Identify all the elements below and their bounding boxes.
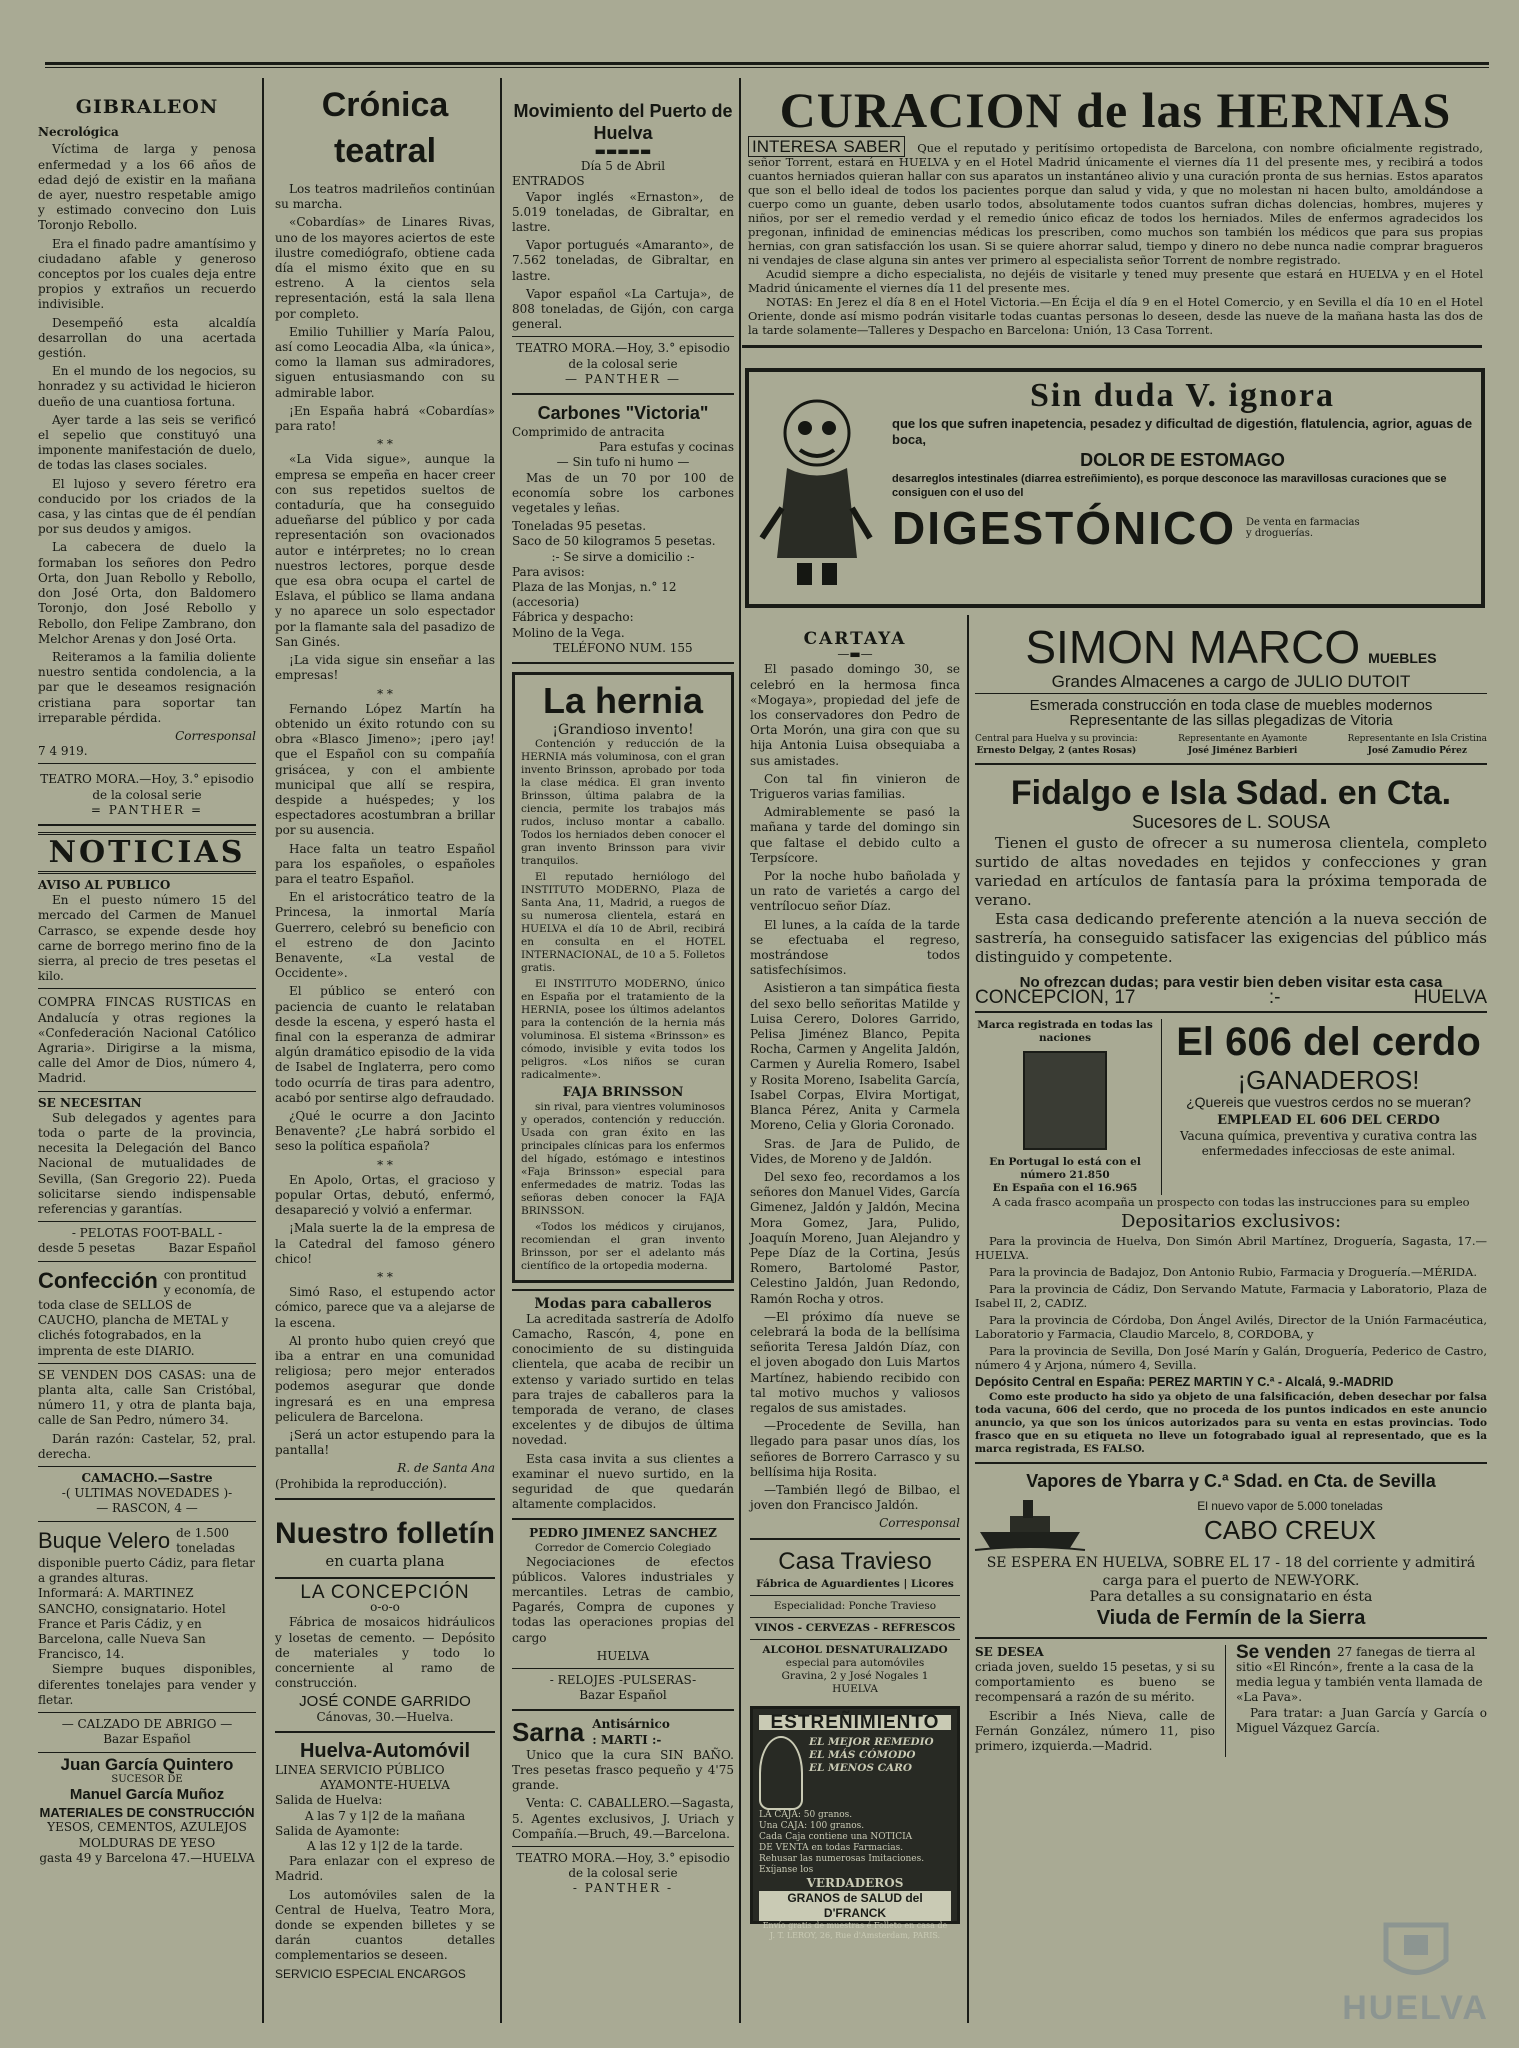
puerto-date: Día 5 de Abril xyxy=(580,159,666,174)
puerto-title: Movimiento del Puerto de Huelva xyxy=(513,101,733,143)
carbones-line: — Sin tufo ni humo — xyxy=(556,455,690,470)
paragraph: El reputado herniólogo del INSTITUTO MODERNO, Plaza de Santa Ana, 11, Madrid, a ruegos de su numerosa clientela, estará en HUELVA el día 10 de Abril, recibirá en consulta en el HOTEL INTERNACIONAL, de 10 a 5. Folletos gratis. xyxy=(521,871,725,975)
desea-title: SE DESEA xyxy=(975,1644,1044,1659)
carbones-line: Molino de la Vega. xyxy=(512,625,625,640)
venden-text: 27 fanegas de tierra al sitio «El Rincón», frente a la casa de la media legua y también venta llamada de «La Pava». xyxy=(1236,1644,1483,1705)
depositario: Para la provincia de Sevilla, Don José Marín y Galán, Droguería, Pederico de Castro, número 4 y Arjona, número 4, Sevilla. xyxy=(975,1344,1487,1373)
relojes-line: - RELOJES -PULSERAS- xyxy=(549,1672,697,1687)
ybarra-detalles: Para detalles a su consignatario en ésta xyxy=(1089,1588,1373,1605)
gibraleon-body xyxy=(38,142,256,726)
cerdo-central: Depósito Central en España: PEREZ MARTIN Y C.ª - Alcalá, 9.-MADRID xyxy=(975,1375,1394,1390)
cerdo-question: ¿Quereis que vuestros cerdos no se mueran? xyxy=(1186,1094,1471,1111)
concepcion-title: LA CONCEPCIÓN xyxy=(300,1582,470,1604)
buque-title: Buque Velero xyxy=(38,1528,171,1554)
pedro-text: Negociaciones de efectos públicos. Valores industriales y mercantiles. Letras de cambio, Pagarés, Compra de cupones y todas las operaciones propias del cargo xyxy=(512,1554,734,1645)
venden-title: Se venden xyxy=(1236,1641,1332,1663)
teatro-line: de la colosal serie xyxy=(568,1866,678,1881)
pelotas-price: desde 5 pesetas xyxy=(38,1241,136,1256)
teatro-line: — PANTHER — xyxy=(564,371,682,386)
carbones-line: Saco de 50 kilogramos 5 pesetas. xyxy=(512,534,716,549)
cerdo-vacuna: Vacuna química, preventiva y curativa contra las enfermedades infecciosas de este animal. xyxy=(1179,1128,1478,1158)
estrenimiento-slogans xyxy=(809,1736,934,1810)
paragraph: Admirablemente se pasó la mañana y tarde del domingo sin que faltase el debido culto a Terpsícore. xyxy=(750,805,960,865)
hernias-title: CURACION de las HERNIAS xyxy=(779,82,1452,138)
paragraph: «La Vida sigue», aunque la empresa se empeña en hacer creer con sus repetidos sueltos de contaduría, que ha conseguido adueñarse del público y por cada representación son ovacionados autor e intérpretes; no lo crean nuestros lectores, porque desde que esa obra ocupa el cartel de Eslava, el público se llama andana y no aparece un solo espectador por la flamante sala del pasadizo de San Ginés. xyxy=(275,452,495,649)
noticias-title: NOTICIAS xyxy=(38,832,256,874)
ybarra-sub: El nuevo vapor de 5.000 toneladas xyxy=(1197,1499,1383,1514)
sarna-marti: : MARTI :- xyxy=(592,1732,662,1747)
calzado-bazar: Bazar Español xyxy=(103,1732,191,1747)
auto-salida: Salida de Huelva: xyxy=(275,1793,383,1808)
travieso-title: Casa Travieso xyxy=(778,1547,932,1575)
ship-icon xyxy=(975,1492,1085,1554)
simon-rep-col xyxy=(1348,733,1487,757)
paragraph: El lunes, a la caída de la tarde se efectuaba el regreso, mostrándose todos satisfechísimos. xyxy=(750,917,960,978)
pelotas-line: - PELOTAS FOOT-BALL - xyxy=(71,1226,223,1241)
hernias-notas: NOTAS: En Jerez el día 8 en el Hotel Victoria.—En Écija el día 9 en el Hotel Comercio, y en Sevilla el día 10 en el Hotel Oriente, donde así mismo podrán visitarle todas cuantas personas lo deseen, desde las nueve de la mañana hasta las dos de la tarde solamente—Talleres y Despacho en Barcelona: Unión, 13 Casa Torrent. xyxy=(748,295,1483,337)
carbones-line: Plaza de las Monjas, n.° 12 (accesoria) xyxy=(512,580,677,610)
paragraph: ¡La vida sigue sin enseñar a las empresas! xyxy=(275,653,495,683)
paragraph: —También llegó de Bilbao, el joven don Francisco Jaldón. xyxy=(750,1482,960,1513)
separator-icon: ▬▬▬▬▬ xyxy=(594,144,652,158)
paragraph: ¡Será un actor estupendo para la pantalla! xyxy=(275,1428,495,1458)
faja-title: FAJA BRINSSON xyxy=(562,1085,684,1101)
divider xyxy=(1225,1645,1226,1757)
confeccion-ad xyxy=(38,1268,256,1359)
ybarra-text: SE ESPERA EN HUELVA, SOBRE EL 17 - 18 del corriente y admitirá carga para el puerto de NEW-YORK. xyxy=(986,1554,1476,1589)
crest-icon xyxy=(1366,1915,1466,1985)
paragraph: Vapor español «La Cartuja», de 808 toneladas, de Gijón, con carga general. xyxy=(512,286,734,332)
cerdo-portugal: En Portugal lo está con el número 21.850 xyxy=(989,1156,1141,1182)
paragraph: Los teatros madrileños continúan su marcha. xyxy=(275,182,495,212)
teatro-line: de la colosal serie xyxy=(92,787,202,802)
bottom-classifieds xyxy=(975,1641,1487,1757)
cerdo-espana: En España con el 16.965 xyxy=(992,1182,1138,1195)
hernias-ad xyxy=(748,80,1483,337)
necesitan-head: SE NECESITAN xyxy=(38,1095,142,1110)
slogan: EL MENOS CARO xyxy=(809,1761,913,1774)
bazar-name: Bazar Español xyxy=(168,1241,256,1256)
cerdo-title: El 606 del cerdo xyxy=(1176,1020,1481,1065)
desea-ad xyxy=(975,1645,1215,1757)
depositario: Para la provincia de Cádiz, Don Servando Matute, Farmacia y Laboratorio, Plaza de Isabel II, 2, CADIZ. xyxy=(975,1282,1487,1311)
paragraph: Era el finado padre amantísimo y ciudadano afable y generoso conceptos por los cuales deja entre propios y extraños un recuerdo indivisible. xyxy=(38,236,256,312)
depositario: Para la provincia de Córdoba, Don Ángel Avilés, Director de la Unión Farmacéutica, Laboratorio y Farmacia, Claudio Marcelo, 8, CORDOBA, y xyxy=(975,1313,1487,1342)
estrenimiento-row xyxy=(759,1736,951,1810)
venden-tratar: Para tratar: a Juan García y García o Miguel Vázquez García. xyxy=(1236,1705,1487,1735)
venden-ad xyxy=(1236,1641,1487,1757)
auto-servicio: SERVICIO ESPECIAL ENCARGOS xyxy=(275,1966,466,1981)
buque-text: disponible puerto Cádiz, para fletar a grandes alturas. xyxy=(38,1556,255,1586)
watermark-text: HUELVA xyxy=(1342,1989,1489,2027)
gibraleon-subhead: Necrológica xyxy=(38,125,119,140)
simon-rep-col xyxy=(975,733,1138,757)
buque-info: Informará: A. MARTINEZ SANCHO, consignatario. Hotel France et Paris Cádiz, y en Barcelona, calle Nueva San Francisco, 14. xyxy=(38,1586,226,1662)
signature: R. de Santa Ana xyxy=(397,1461,495,1476)
sarna-head xyxy=(512,1717,734,1747)
carbones-tel: TELÉFONO NUM. 155 xyxy=(553,640,693,655)
buque-head xyxy=(38,1526,256,1556)
ybarra-title: Vapores de Ybarra y C.ª Sdad. en Cta. de Sevilla xyxy=(1026,1470,1436,1491)
paragraph: Esta casa invita a sus clientes a examinar el nuevo surtido, en la seguridad de que quedarán altamente complacidos. xyxy=(512,1451,734,1512)
simon-muebles: MUEBLES xyxy=(1368,650,1437,666)
juan-molduras: MOLDURAS DE YESO xyxy=(78,1835,216,1850)
teatro-line: TEATRO MORA.—Hoy, 3.° episodio xyxy=(40,772,254,787)
separator-icon: * * xyxy=(377,1157,393,1172)
digestonico-l1: que los que sufren inapetencia, pesadez y dificultad de digestión, flatulencia, agrior, aguas de boca, xyxy=(892,416,1473,447)
travieso-line: Gravina, 2 y José Nogales 1 xyxy=(781,1669,929,1682)
paragraph: Contención y reducción de la HERNIA más voluminosa, con el gran invento Brinsson, aprobado por toda la clase médica. El gran invento Brinsson, última palabra de la ciencia, permite los trabajos más rudos, incluso montar a caballo. Todos los herniados deben conocer el gran invento Brinsson para vivir tranquilos. xyxy=(521,738,725,868)
cartaya-title: CARTAYA xyxy=(803,629,907,649)
column-2 xyxy=(275,80,495,1982)
paragraph: Por la noche hubo bañolada y un rato de varietés a cargo del ventrílocuo señor Díaz. xyxy=(750,869,960,914)
archive-watermark xyxy=(1342,1915,1489,2028)
column-1 xyxy=(38,80,256,1866)
paragraph: Al pronto hubo quien creyó que iba a entrar en una comunidad religiosa; pero mejor enterados podemos asegurar que donde ingresará es en una empresa peliculera de Barcelona. xyxy=(275,1333,495,1424)
ybarra-info xyxy=(1093,1499,1487,1546)
pedro-sub: Corredor de Comercio Colegiado xyxy=(534,1541,712,1554)
column-rule xyxy=(739,78,741,2023)
simon-head xyxy=(975,620,1487,674)
hernia-title: La hernia xyxy=(542,680,704,722)
camacho-line: -( ULTIMAS NOVEDADES )- xyxy=(61,1486,233,1501)
paragraph: ¡En España habrá «Cobardías» para rato! xyxy=(275,403,495,434)
ybarra-row xyxy=(975,1492,1487,1554)
aviso-text: En el puesto número 15 del mercado del Carmen de Manuel Carrasco, se expende desde hoy carne de borrego merino fino de la sierra, al precio de tres pesetas el kilo. xyxy=(38,893,256,984)
column-4 xyxy=(750,620,960,1941)
paragraph: ¡Mala suerte la de la empresa de la Catedral del famoso género chico! xyxy=(275,1221,495,1266)
carbones-line: Para estufas y cocinas xyxy=(599,440,734,455)
franck-brand: GRANOS de SALUD del D'FRANCK xyxy=(759,1891,951,1921)
digestonico-l2: desarreglos intestinales (diarrea estreñimiento), es porque desconoce las maravillosas curaciones que se consiguen con el uso del xyxy=(892,473,1447,499)
travieso-line: Fábrica de Aguardientes | Licores xyxy=(756,1577,954,1590)
carbones-line: :- Se sirve a domicilio :- xyxy=(551,549,695,564)
cerdo-warning: Como este producto ha sido ya objeto de una falsificación, deben desechar por falsa toda vacuna, 606 del cerdo, que no proceda de los puntos indicados en este anuncio anuncio, ya que son los únicos autorizados para su venta en estas provincias. Todo frasco que en su etiqueta no lleve un fotograbado igual al representado, que es la marca registrada, ES FALSO. xyxy=(975,1390,1487,1455)
carbones-line: Para avisos: xyxy=(512,564,585,579)
auto-route: AYAMONTE-HUELVA xyxy=(320,1778,450,1793)
prohibida: (Prohibida la reproducción). xyxy=(275,1476,447,1491)
cerdo-ad xyxy=(975,1019,1487,1195)
fidalgo-p1: Tienen el gusto de ofrecer a su numerosa clientela, completo surtido de altas novedades en tejidos y confecciones y gran variedad en artículos de fantasía para la próxima temporada de verano. xyxy=(975,833,1487,909)
modas-title: Modas para caballeros xyxy=(534,1295,712,1312)
separator-icon: —▬— xyxy=(837,647,873,662)
sarna-anti: Antisárnico xyxy=(592,1717,670,1732)
carbones-line: Comprimido de antracita xyxy=(512,425,665,440)
hernia-ad xyxy=(512,672,734,1282)
paragraph: —Procedente de Sevilla, han llegado para pasar unos días, los señores de Borrero Carrasco y su bellísima hija Rosita. xyxy=(750,1419,960,1479)
depositario: Para la provincia de Huelva, Don Simón Abril Martínez, Droguería, Sagasta, 17.—HUELVA. xyxy=(975,1234,1487,1263)
paragraph: El INSTITUTO MODERNO, único en España por el tratamiento de la HERNIA, posee los últimos adelantos para la contención de la hernia más voluminosa. El sistema «Brinsson» es cómodo, invisible y evita todos los peligros. «Los niños se curan radicalmente». xyxy=(521,978,725,1082)
paragraph: El público se enteró con paciencia de cuanto le relataban desde la escena, y esperó hasta el final con la esperanza de admirar algún dramático episodio de la vida de Isabel de Inglaterra, pero como todo ocurría de tiras para adentro, acabó por sentirse algo defraudado. xyxy=(275,984,495,1105)
desea-escribir: Escribir a Inés Nieva, calle de Fernán González, número 11, piso primero, izquierda.—Madrid. xyxy=(975,1708,1215,1754)
fidalgo-address-row xyxy=(975,987,1487,1009)
paragraph: «Cobardías» de Linares Rivas, uno de los mayores aciertos de este ilustre comediógrafo, obtiene cada día el mismo éxito que en su estreno. A la cientos sela representación, está la sala llena por completo. xyxy=(275,215,495,321)
right-block xyxy=(975,620,1487,1757)
pedro-city: HUELVA xyxy=(596,1648,650,1663)
paragraph: —El próximo día nueve se celebrará la boda de la bellísima señorita Teresa Jaldón Díaz, con el joven abogado don Luis Martos Martínez, habiendo recibido con tal motivo muchos y valiosos regalos de sus amistades. xyxy=(750,1309,960,1415)
estrenimiento-ad xyxy=(750,1706,960,1941)
paragraph: Sras. de Jara de Pulido, de Vides, de Moreno y de Jaldón. xyxy=(750,1136,960,1166)
man-illustration xyxy=(749,372,884,604)
digestonico-row xyxy=(892,500,1473,556)
ship-illustration xyxy=(975,1492,1085,1554)
paragraph: La acreditada sastrería de Adolfo Camacho, Rascón, 4, pone en conocimiento de su distinguida clientela, que acaba de recibir un extenso y variado surtido en telas para trajes de caballeros para la temporada de verano, de clases excelentes y de dibujos de última novedad. xyxy=(512,1311,734,1448)
carbones-line: Toneladas 95 pesetas. xyxy=(512,519,647,534)
auto-salida: Salida de Ayamonte: xyxy=(275,1823,400,1838)
auto-paragraph: Para enlazar con el expreso de Madrid. xyxy=(275,1854,495,1884)
signature: Corresponsal xyxy=(175,728,256,743)
pedro-title: PEDRO JIMENEZ SANCHEZ xyxy=(529,1526,717,1541)
paragraph: Víctima de larga y penosa enfermedad y a los 66 años de edad dejó de existir en la mañana de ayer, nuestro respetable amigo y estimado convecino don Luis Toronjo Rebollo. xyxy=(38,142,256,233)
separator-icon: * * xyxy=(377,1270,393,1285)
suffering-man-icon xyxy=(762,388,872,588)
simon-title: SIMON MARCO xyxy=(1025,621,1361,673)
travieso-line: HUELVA xyxy=(832,1682,878,1695)
auto-paragraph: Los automóviles salen de la Central de Huelva, Teatro Mora, donde se expenden billetes y se darán cuantos detalles complementarios se deseen. xyxy=(275,1887,495,1963)
juan-sucesor: SUCESOR DE xyxy=(111,1773,183,1785)
signature: Corresponsal xyxy=(879,1516,960,1531)
paragraph: Desempeñó esta alcaldía desarrollan do una acertada gestión. xyxy=(38,315,256,361)
travieso-line: ALCOHOL DESNATURALIZADO xyxy=(762,1643,948,1656)
teatro-line: - PANTHER - xyxy=(572,1881,674,1896)
casas-text: SE VENDEN DOS CASAS: una de planta alta, calle San Cristóbal, número 11, y otra de planta baja, calle de San Pedro, número 34. xyxy=(38,1367,256,1428)
rep-name: Ernesto Delgay, 2 (antes Rosas) xyxy=(976,745,1137,756)
paragraph: En el mundo de los negocios, su honradez y su actividad le hicieron dueño de una cuantiosa fortuna. xyxy=(38,364,256,409)
fidalgo-dudas: No ofrezcan dudas; para vestir bien deben visitar esta casa xyxy=(1019,973,1443,991)
casas-razon: Darán razón: Castelar, 52, pral. derecha. xyxy=(38,1431,256,1461)
pelotas-row xyxy=(38,1241,256,1256)
camacho-line: CAMACHO.—Sastre xyxy=(81,1471,213,1486)
paragraph: Reiteramos a la familia doliente nuestro sentida condolencia, a la par que le deseamos resignación cristiana para soportar tan irreparable pérdida. xyxy=(38,649,256,725)
price: Una CAJA: 100 granos. xyxy=(759,1820,865,1831)
estrenimiento-prices xyxy=(759,1810,951,1876)
fidalgo-addr: CONCEPCION, 17 xyxy=(975,987,1136,1009)
folletin-title: Nuestro folletín xyxy=(275,1516,496,1550)
cerdo-right xyxy=(1170,1019,1487,1195)
ybarra-name: CABO CREUX xyxy=(1204,1515,1376,1546)
fidalgo-city: HUELVA xyxy=(1413,987,1487,1009)
cerdo-marca: Marca registrada en todas las naciones xyxy=(977,1019,1153,1045)
juan-name: Manuel García Muñoz xyxy=(69,1785,225,1803)
hernia-body xyxy=(521,738,725,1082)
digestonico-ad xyxy=(745,368,1485,608)
teatro-line: = PANTHER = xyxy=(90,802,204,817)
travieso-line: Especialidad: Ponche Travieso xyxy=(773,1599,937,1612)
teatro-line: de la colosal serie xyxy=(568,356,678,371)
paragraph: Hace falta un teatro Español para los españoles, o españoles para el teatro Español. xyxy=(275,841,495,886)
top-rule-thin xyxy=(45,67,1489,68)
confeccion-text: con prontitud y economía, de toda clase de SELLOS de CAUCHO, plancha de METAL y clichés fotograbados, en la imprenta de este DIARIO. xyxy=(38,1267,256,1358)
cerdo-frasco: A cada frasco acompaña un prospecto con todas las instrucciones para su empleo xyxy=(992,1195,1470,1210)
paragraph: Simó Raso, el estupendo actor cómico, parece que va a alejarse de la escena. xyxy=(275,1285,495,1330)
folletin-sub: en cuarta plana xyxy=(325,1551,445,1570)
simon-sub: Grandes Almacenes a cargo de JULIO DUTOIT xyxy=(1051,672,1411,691)
gibraleon-title: GIBRALEON xyxy=(75,96,219,118)
digestonico-brand: DIGESTÓNICO xyxy=(892,502,1237,554)
teatro-line: TEATRO MORA.—Hoy, 3.° episodio xyxy=(516,1851,730,1865)
simon-rep-col xyxy=(1178,733,1307,757)
calzado-line: — CALZADO DE ABRIGO — xyxy=(61,1717,233,1732)
column-rule xyxy=(500,78,502,2023)
faja-body xyxy=(521,1101,725,1273)
paragraph: En Apolo, Ortas, el gracioso y popular Ortas, debutó, enfermó, desapareció y volvió a enfermar. xyxy=(275,1172,495,1218)
paragraph: Vapor inglés «Ernaston», de 5.019 toneladas, de Gibraltar, en lastre. xyxy=(512,189,734,235)
juan-title: Juan García Quintero xyxy=(60,1754,234,1774)
ybarra-viuda: Viuda de Fermín de la Sierra xyxy=(1096,1606,1366,1629)
simon-rep: Representante de las sillas plegadizas de Vitoria xyxy=(1069,712,1393,730)
carbones-line: Fábrica y despacho: xyxy=(512,610,634,625)
sarna-venta: Venta: C. CABALLERO.—Sagasta, 5. Agentes exclusivos, J. Uriach y Compañía.—Bruch, 49.—Barcelona. xyxy=(512,1796,734,1841)
rehusar: Rehusar las numerosas Imitaciones. Exíjanse los xyxy=(759,1853,925,1875)
auto-title: Huelva-Automóvil xyxy=(299,1739,471,1762)
paragraph: En el aristocrático teatro de la Princesa, la inmortal María Guerrero, celebró su beneficio con el estreno de don Jacinto Benavente, «La vestal de Occidente». xyxy=(275,890,495,981)
rep-head: Representante en Isla Cristina xyxy=(1347,733,1487,744)
fidalgo-title: Fidalgo e Isla Sdad. en Cta. xyxy=(1010,773,1452,812)
hernias-body xyxy=(748,137,1484,267)
desea-text: criada joven, sueldo 15 pesetas, y si su comportamiento es bueno se recompensará a razón de su mérito. xyxy=(975,1660,1215,1705)
relojes-bazar: Bazar Español xyxy=(579,1688,667,1703)
hernias-text: Que el reputado y peritísimo ortopedista de Barcelona, con nombre oficialmente registrado, señor Torrent, estará en HUELVA y en el Hotel Madrid únicamente el viernes día 11 del presente mes, y recibirá a todos cuantos herniados quieran hallar con sus aparatos un instantáneo alivio y una curación pronta de sus hernias. Estos aparatos que son el bello ideal de todos los pacientes porque dan salud y vida, y que no molestan ni hacen bulto, amoldándose a cuerpo como un guante, deben usarlo todos, absolutamente todos cuantos sufran dichas dolencias, hombres, mujeres y niños, por ser el remedio verdad y el remedio único eficaz de todos los herniados. Miles de enfermos agradecidos los pregonan, infinidad de eminencias médicas los prescriben, como muchos son también los médicos que para sus propias hernias, con gran satisfacción los usan. Si se quiere ahorrar salud, tiempo y dinero no debe nunca nadie comprar bragueros ni vendajes de clase alguna sin antes ver primero al especialista señor Torrent de nombre registrado. xyxy=(748,141,1484,267)
rep-head: Representante en Ayamonte xyxy=(1178,733,1308,744)
fidalgo-sub: Sucesores de L. SOUSA xyxy=(1131,811,1331,832)
camacho-line: — RASCON, 4 — xyxy=(96,1501,198,1516)
paragraph: Asistieron a tan simpática fiesta del sexo bello señoritas Matilde y Luisa Cerero, Dolores Garrido, Pelisa Jiménez Blanco, Pepita Rocha, Carmen y Angelita Jaldón, Carmen y Aurelia Romero, Isabel y Rosita Moreno, Isabelita García, Isabel Corpas, Elvira Mortigat, Blanca Pérez, Anita y Carmela Moreno, Celia y Gloria Coronado. xyxy=(750,981,960,1133)
sarna-title: Sarna xyxy=(512,1716,585,1747)
slogan: EL MEJOR REMEDIO xyxy=(809,1735,934,1748)
concepcion-text: Fábrica de mosaicos hidráulicos y losetas de cemento. — Depósito de materiales y todo lo concerniente al ramo de construcción. xyxy=(275,1615,495,1691)
sarna-brand xyxy=(592,1717,670,1747)
cerdo-depos-title: Depositarios exclusivos: xyxy=(1120,1211,1342,1233)
price: LA CAJA: 50 granos. xyxy=(759,1809,853,1820)
juan-yesos: YESOS, CEMENTOS, AZULEJOS xyxy=(47,1820,247,1835)
travieso-line: especial para automóviles xyxy=(785,1656,925,1669)
auto-salida-time: A las 12 y 1|2 de la tarde. xyxy=(307,1838,463,1853)
cerdo-ganaderos: ¡GANADEROS! xyxy=(1237,1065,1420,1096)
cerdo-emplead: EMPLEAD EL 606 DEL CERDO xyxy=(1217,1113,1440,1129)
concepcion-name: JOSÉ CONDE GARRIDO xyxy=(299,1693,471,1711)
venta: DE VENTA en todas Farmacias. xyxy=(759,1842,904,1853)
rep-head: Central para Huelva y su provincia: xyxy=(975,733,1138,744)
paragraph: Ayer tarde a las seis se verificó el sepelio que constituyó una imponente manifestación de duelo, de todas las clases sociales. xyxy=(38,412,256,473)
concepcion-ornament: o-o-o xyxy=(370,1600,400,1615)
sarna-text: Unico que la cura SIN BAÑO. Tres pesetas frasco pequeño y 4'75 grande. xyxy=(512,1747,734,1793)
hernias-acudid: Acudid siempre a dicho especialista, no dejéis de visitarle y tened muy presente que estará en HUELVA y en el Hotel Madrid únicamente el viernes día 11 del presente mes. xyxy=(748,267,1483,295)
compra-fincas: COMPRA FINCAS RUSTICAS en Andalucía y otras regiones la «Confederación Nacional Católico Agraria». Dirigirse a la misma, calle del Amor de Dios, número 4, Madrid. xyxy=(38,995,256,1086)
paragraph: Vapor portugués «Amaranto», de 7.562 toneladas, de Gibraltar, en lastre. xyxy=(512,238,734,283)
estrenimiento-title: ESTREÑIMIENTO xyxy=(759,1715,951,1730)
digestonico-title: Sin duda V. ignora xyxy=(1030,377,1335,414)
separator-icon: * * xyxy=(377,437,393,452)
juan-materiales: MATERIALES DE CONSTRUCCIÓN xyxy=(39,1805,255,1821)
paragraph: sin rival, para vientres voluminosos y operados, contención y reducción. Usada con gran éxito en las principales clínicas para los enfermos del hígado, estómago e intestinos «Faja Brinsson» especial para enfermedades de matriz. Todas las señoras deben conocer la FAJA BRINSSON. xyxy=(521,1100,725,1217)
juan-address: gasta 49 y Barcelona 47.—HUELVA xyxy=(39,1850,255,1865)
buque-extra: Siempre buques disponibles, diferentes tonelajes para vender y fletar. xyxy=(38,1662,256,1707)
necesitan-text: Sub delegados y agentes para toda o parte de la provincia, necesita la Delegación del Banco Nacional de mutualidades de Sevilla, (San Gregorio 22). Pueda solicitarse siendo indispensable referencias y garantías. xyxy=(38,1110,256,1216)
slogan: EL MÁS CÓMODO xyxy=(809,1748,916,1761)
cronica-title: Crónica teatral xyxy=(321,86,449,170)
cerdo-left xyxy=(975,1019,1162,1195)
dateline: 7 4 919. xyxy=(38,744,88,759)
buque-tons: de 1.500 toneladas xyxy=(176,1525,235,1555)
hernias-interesa: INTERESA SABER xyxy=(748,136,905,157)
digestonico-dolor: DOLOR DE ESTOMAGO xyxy=(1080,450,1285,470)
confeccion-title: Confección xyxy=(38,1267,158,1293)
column-rule xyxy=(262,78,264,2023)
rep-name: José Jiménez Barbieri xyxy=(1187,745,1298,756)
paragraph: Del sexo feo, recordamos a los señores don Manuel Vides, García Gimenez, Jaldón y Jaldón, Mecina Mora Gomez, Jara, Pulido, Joaquín Moreno, Juan Alejandro y Pepe Díaz de la Cortina, Jesús Romero, Bartolomé Pastor, Celestino Jaldón, Juan Redondo, Ramón Rocha y otros. xyxy=(750,1169,960,1306)
hernia-invento: ¡Grandioso invento! xyxy=(552,722,694,739)
separator-icon: * * xyxy=(377,686,393,701)
rep-name: José Zamudio Pérez xyxy=(1367,745,1467,756)
paragraph: El pasado domingo 30, se celebró en la hermosa finca «Mogaya», propiedad del jefe de los conservadores don Pedro de Orta Morón, una gira con que su hija Antonia Luisa obsequiaba a sus amistades. xyxy=(750,662,960,768)
concepcion-addr: Cánovas, 30.—Huelva. xyxy=(316,1709,454,1724)
paragraph: El lujoso y severo féretro era conducido por los criados de la casa, y las cintas que de él pendían por sus deudos y amigos. xyxy=(38,476,256,537)
price: Cada Caja contiene una NOTICIA xyxy=(759,1831,913,1842)
column-3 xyxy=(512,80,734,1897)
paragraph: La cabecera de duelo la formaban los señores don Pedro Orta, don Juan Rebollo y Rebollo, don José Orta, don Baldomero Toronjo, don José Rebollo y Rebollo, don Felipe Zambrano, don Melchor Arenas y don José Orta. xyxy=(38,540,256,646)
simon-reps xyxy=(975,733,1487,757)
column-rule xyxy=(967,615,969,2023)
fidalgo-p2: Esta casa dedicando preferente atención a la nueva sección de sastrería, ha conseguido satisfacer las exigencias del público más distinguido y competente. xyxy=(975,909,1487,966)
section-rule xyxy=(742,345,1482,348)
paragraph: «Todos los médicos y cirujanos, recomiendan el gran invento Brinsson, por ser el adelanto más científico de la ortopedia moderna. xyxy=(521,1220,725,1272)
bottle-icon xyxy=(759,1736,803,1810)
puerto-entrados: ENTRADOS xyxy=(512,174,585,189)
bottle-photo-icon xyxy=(1023,1051,1107,1150)
carbones-line: Mas de un 70 por 100 de economía sobre los carbones vegetales y leñas. xyxy=(512,470,734,516)
carbones-title: Carbones "Victoria" xyxy=(537,403,709,424)
paragraph: ¿Qué le ocurre a don Jacinto Benavente? ¿Le habrá sorbido el seso la política española? xyxy=(275,1108,495,1154)
paragraph: Fernando López Martín ha obtenido un éxito rotundo con su obra «Blasco Jimeno»; ¡pero ¡ay! que el Español con su compañía grisácea, y con el ambiente municipal que allí se respira, despide a huéspedes; y los espectadores acostumbran a brillar por su ausencia. xyxy=(275,701,495,838)
simon-esmerada: Esmerada construcción en toda clase de muebles modernos xyxy=(1029,697,1433,715)
travieso-line: VINOS - CERVEZAS - REFRESCOS xyxy=(754,1621,956,1634)
paragraph: Emilio Tuhillier y María Palou, así como Leocadia Alba, «la única», como la llaman sus admiradores, siguen entusiasmando con su admirable labor. xyxy=(275,324,495,400)
paragraph: Con tal fin vinieron de Trigueros varias familias. xyxy=(750,771,960,802)
digestonico-venta: De venta en farmacias y droguerías. xyxy=(1246,517,1360,539)
aviso-head: AVISO AL PUBLICO xyxy=(38,877,171,892)
top-rule xyxy=(45,62,1489,65)
depositario: Para la provincia de Badajoz, Don Antonio Rubio, Farmacia y Droguería.—MÉRIDA. xyxy=(989,1265,1477,1280)
envio: Envío gratis de muestras é Folleto en casa de J. T. LEROY, 26, Rue d'Amsterdam, PARIS. xyxy=(762,1921,948,1941)
auto-salida-time: A las 7 y 1|2 de la mañana xyxy=(304,1808,466,1823)
teatro-line: TEATRO MORA.—Hoy, 3.° episodio xyxy=(516,341,730,356)
fidalgo-sep: :- xyxy=(1268,987,1281,1009)
verdaderos: VERDADEROS xyxy=(806,1875,904,1890)
auto-line: LINEA SERVICIO PÚBLICO xyxy=(275,1762,445,1777)
digestonico-text xyxy=(884,372,1481,604)
